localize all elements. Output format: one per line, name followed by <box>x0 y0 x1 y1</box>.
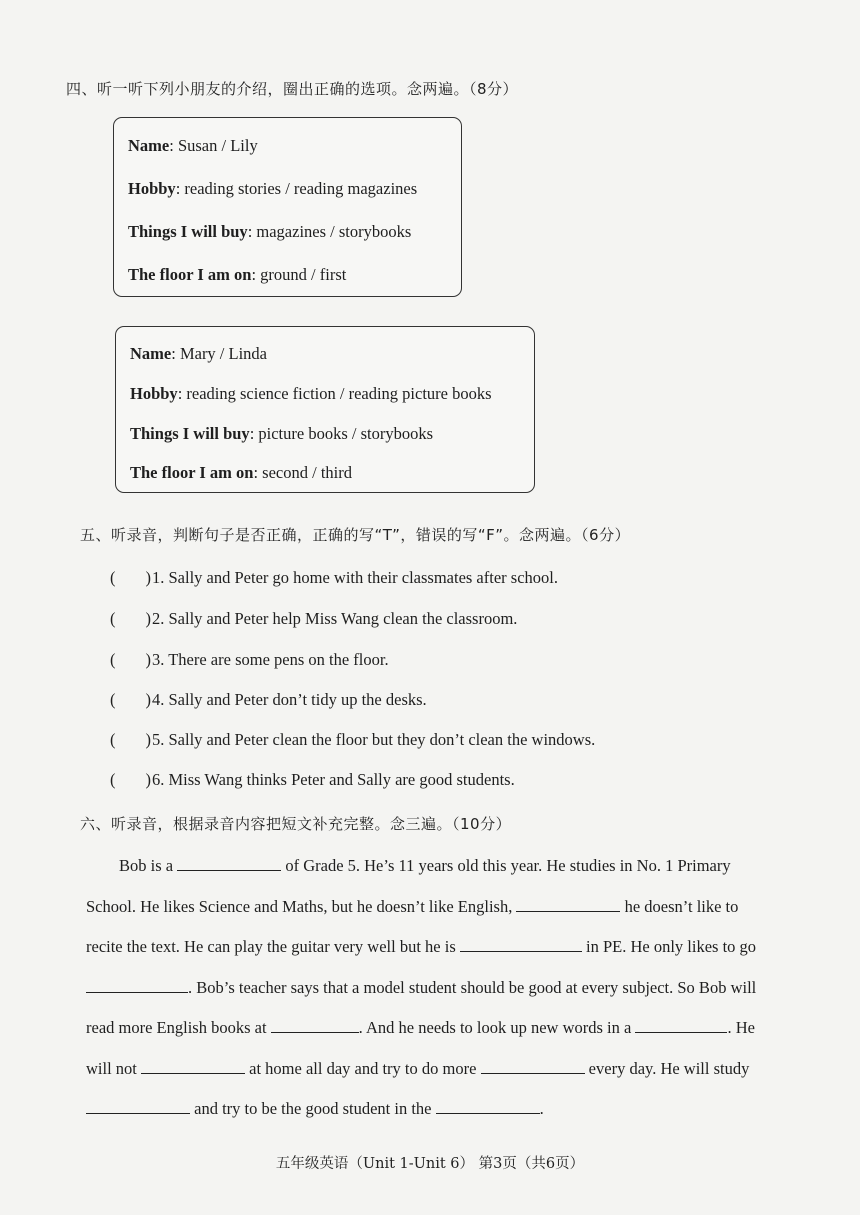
blank-4[interactable] <box>86 978 188 993</box>
tf-item: ( )4. Sally and Peter don’t tidy up the desks. <box>110 690 427 709</box>
card-row: Name: Susan / Lily <box>128 136 258 155</box>
section-4-title: 四、听一听下列小朋友的介绍，圈出正确的选项。念两遍。（8分） <box>66 80 519 98</box>
card-row: Name: Mary / Linda <box>130 344 268 363</box>
cloze-passage <box>86 846 798 1130</box>
answer-bracket[interactable]: ( ) <box>110 568 151 587</box>
blank-5[interactable] <box>271 1018 359 1033</box>
cloze-line: and try to be the good student in the . <box>86 1089 798 1130</box>
cloze-line: read more English books at . And he needs to look up new words in a . He <box>86 1018 755 1037</box>
blank-7[interactable] <box>141 1059 245 1074</box>
blank-3[interactable] <box>460 937 582 952</box>
answer-bracket[interactable]: ( ) <box>110 690 151 709</box>
card-row: Things I will buy: picture books / storybooks <box>130 424 434 443</box>
cloze-line: . Bob’s teacher says that a model student should be good at every subject. So Bob will <box>86 968 798 1009</box>
blank-10[interactable] <box>436 1099 540 1114</box>
blank-6[interactable] <box>635 1018 727 1033</box>
card-row: Things I will buy: magazines / storybooks <box>128 222 412 241</box>
info-card-2 <box>115 326 535 493</box>
cloze-line: will not at home all day and try to do more every day. He will study <box>86 1058 750 1078</box>
card-row: Hobby: reading science fiction / reading picture books <box>130 384 492 403</box>
card-row: The floor I am on: second / third <box>130 463 352 482</box>
tf-item: ( )6. Miss Wang thinks Peter and Sally are good students. <box>110 770 515 789</box>
card-row: Hobby: reading stories / reading magazines <box>128 179 418 198</box>
answer-bracket[interactable]: ( ) <box>110 770 151 789</box>
blank-2[interactable] <box>516 897 620 912</box>
tf-item: ( )5. Sally and Peter clean the floor but they don’t clean the windows. <box>110 730 596 749</box>
tf-item: ( )3. There are some pens on the floor. <box>110 650 389 669</box>
blank-1[interactable] <box>177 856 281 871</box>
info-card-1 <box>113 117 462 297</box>
blank-9[interactable] <box>86 1099 190 1114</box>
section-5-title: 五、听录音，判断句子是否正确，正确的写“T”，错误的写“F”。念两遍。（6分） <box>80 526 631 544</box>
blank-8[interactable] <box>481 1059 585 1074</box>
answer-bracket[interactable]: ( ) <box>110 730 151 749</box>
cloze-line: School. He likes Science and Maths, but he doesn’t like English, he doesn’t like to <box>86 896 739 916</box>
page-footer: 五年级英语（Unit 1-Unit 6） 第3页（共6页） <box>275 1156 585 1172</box>
tf-item: ( )1. Sally and Peter go home with their classmates after school. <box>110 568 558 587</box>
tf-item: ( )2. Sally and Peter help Miss Wang clean the classroom. <box>110 609 518 628</box>
cloze-line: recite the text. He can play the guitar very well but he is in PE. He only likes to go <box>86 937 757 956</box>
card-row: The floor I am on: ground / first <box>128 265 347 284</box>
cloze-line: Bob is a of Grade 5. He’s 11 years old this year. He studies in No. 1 Primary <box>119 856 731 875</box>
answer-bracket[interactable]: ( ) <box>110 650 151 669</box>
answer-bracket[interactable]: ( ) <box>110 609 151 628</box>
section-6-title: 六、听录音，根据录音内容把短文补充完整。念三遍。（10分） <box>80 815 512 833</box>
